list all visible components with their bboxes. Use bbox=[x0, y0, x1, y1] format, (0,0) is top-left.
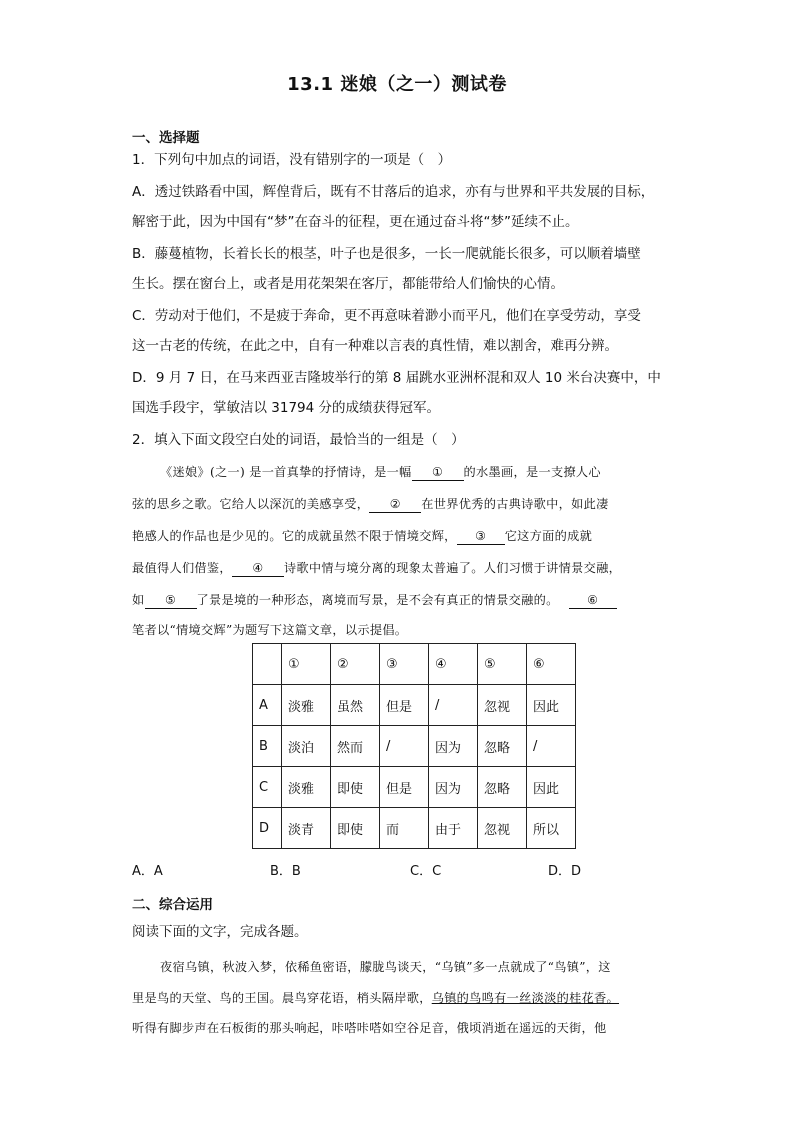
table-row-label: D bbox=[253, 808, 282, 849]
table-cell: ③ bbox=[380, 644, 429, 685]
table-cell: 所以 bbox=[527, 808, 576, 849]
table-cell: 因此 bbox=[527, 767, 576, 808]
q2-text: 它这方面的成就 bbox=[504, 529, 593, 543]
table-row-label bbox=[253, 644, 282, 685]
q2-text: 的水墨画，是一支撩人心 bbox=[463, 465, 601, 479]
q1-option-c-line1: C．劳动对于他们，不是疲于奔命，更不再意味着渺小而平凡，他们在享受劳动，享受 bbox=[132, 308, 641, 324]
table-cell: 淡青 bbox=[282, 808, 331, 849]
blank-3: ③ bbox=[457, 528, 505, 545]
q2-passage-line2 bbox=[132, 494, 672, 514]
blank-1: ① bbox=[412, 464, 464, 481]
table-cell: 即使 bbox=[331, 767, 380, 808]
blank-2: ② bbox=[369, 496, 421, 513]
q2-stem: 2．填入下面文段空白处的词语，最恰当的一组是（ ） bbox=[132, 432, 465, 448]
table-cell: 淡泊 bbox=[282, 726, 331, 767]
table-cell: ⑤ bbox=[478, 644, 527, 685]
table-cell: / bbox=[380, 726, 429, 767]
q1-option-d-line1: D．9 月 7 日，在马来西亚吉隆坡举行的第 8 届跳水亚洲杯混和双人 10 米台决赛中，中 bbox=[132, 370, 661, 386]
table-cell: 但是 bbox=[380, 767, 429, 808]
q2-text: 在世界优秀的古典诗歌中，如此凄 bbox=[421, 497, 609, 511]
section-heading-comprehensive: 二、综合运用 bbox=[132, 897, 213, 913]
q1-stem: 1．下列句中加点的词语，没有错别字的一项是（ ） bbox=[132, 152, 452, 168]
q2-passage-line1 bbox=[160, 462, 680, 482]
q1-option-d-line2: 国选手段宇，掌敏洁以 31794 分的成绩获得冠军。 bbox=[132, 400, 441, 416]
table-cell: 因此 bbox=[527, 685, 576, 726]
table-cell: / bbox=[429, 685, 478, 726]
table-cell: 忽略 bbox=[478, 767, 527, 808]
q1-option-a-line2: 解密于此，因为中国有“梦”在奋斗的征程，更在通过奋斗将“梦”延续不止。 bbox=[132, 214, 579, 230]
table-row bbox=[253, 767, 576, 808]
passage-text: 里是鸟的天堂、鸟的王国。晨鸟穿花语，梢头隔岸歌， bbox=[132, 991, 432, 1005]
passage-underlined-sentence: 乌镇的鸟鸣有一丝淡淡的桂花香。 bbox=[431, 991, 620, 1005]
q2-text: 诗歌中情与境分离的现象太普遍了。人们习惯于讲情景交融， bbox=[283, 561, 622, 575]
table-row-label: B bbox=[253, 726, 282, 767]
table-cell: 而 bbox=[380, 808, 429, 849]
q2-text: 艳感人的作品也是少见的。它的成就虽然不限于情境交辉， bbox=[132, 529, 457, 543]
table-cell: / bbox=[527, 726, 576, 767]
passage-line2 bbox=[132, 988, 672, 1008]
q2-passage-line5 bbox=[132, 590, 672, 610]
answer-a[interactable]: A．A bbox=[132, 864, 163, 879]
table-cell: 忽视 bbox=[478, 808, 527, 849]
blank-4: ④ bbox=[232, 560, 284, 577]
table-cell: 但是 bbox=[380, 685, 429, 726]
table-cell: 因为 bbox=[429, 726, 478, 767]
q2-text: 弦的思乡之歌。它给人以深沉的美感享受， bbox=[132, 497, 370, 511]
table-row-label: A bbox=[253, 685, 282, 726]
q2-passage-line3 bbox=[132, 526, 672, 546]
table-cell: 然而 bbox=[331, 726, 380, 767]
blank-6: ⑥ bbox=[569, 592, 617, 609]
reading-instruction: 阅读下面的文字，完成各题。 bbox=[132, 924, 308, 940]
table-row bbox=[253, 685, 576, 726]
table-cell: 忽略 bbox=[478, 726, 527, 767]
table-row bbox=[253, 808, 576, 849]
table-row-label: C bbox=[253, 767, 282, 808]
options-table bbox=[252, 643, 576, 849]
table-cell: 忽视 bbox=[478, 685, 527, 726]
q1-option-b-line1: B．藤蔓植物，长着长长的根茎，叶子也是很多，一长一爬就能长很多，可以顺着墙壁 bbox=[132, 246, 641, 262]
blank-5: ⑤ bbox=[145, 592, 197, 609]
q2-passage-line6: 笔者以“情境交辉”为题写下这篇文章，以示提倡。 bbox=[132, 623, 408, 637]
q2-text: 最值得人们借鉴， bbox=[132, 561, 232, 575]
table-cell: 虽然 bbox=[331, 685, 380, 726]
q2-text: 如 bbox=[132, 593, 145, 607]
page-title: 13.1 迷娘（之一）测试卷 bbox=[287, 74, 507, 95]
q2-text: 了景是境的一种形态，离境而写景，是不会有真正的情景交融的。 bbox=[196, 593, 559, 607]
q1-option-b-line2: 生长。摆在窗台上，或者是用花架架在客厅，都能带给人们愉快的心情。 bbox=[132, 276, 564, 292]
table-cell: 淡雅 bbox=[282, 767, 331, 808]
table-cell: ① bbox=[282, 644, 331, 685]
answer-d[interactable]: D．D bbox=[548, 864, 582, 879]
table-cell: 因为 bbox=[429, 767, 478, 808]
answer-c[interactable]: C．C bbox=[410, 864, 442, 879]
q2-text: 《迷娘》(之一) 是一首真挚的抒情诗，是一幅 bbox=[160, 465, 412, 479]
table-cell: 由于 bbox=[429, 808, 478, 849]
table-cell: 淡雅 bbox=[282, 685, 331, 726]
table-cell: 即使 bbox=[331, 808, 380, 849]
passage-line1: 夜宿乌镇，秋波入梦，依稀鱼密语，朦胧鸟谈天，“乌镇”多一点就成了“鸟镇”，这 bbox=[160, 960, 611, 974]
q1-option-c-line2: 这一古老的传统，在此之中，自有一种难以言表的真性情，难以割舍，难再分辨。 bbox=[132, 338, 618, 354]
table-header-row bbox=[253, 644, 576, 685]
q1-option-a-line1: A．透过铁路看中国，辉偟背后，既有不甘落后的追求，亦有与世界和平共发展的目标， bbox=[132, 184, 655, 200]
section-heading-choice: 一、选择题 bbox=[132, 130, 200, 146]
table-cell: ② bbox=[331, 644, 380, 685]
passage-line3: 听得有脚步声在石板街的那头响起，咔嗒咔嗒如空谷足音，俄顷消逝在遥远的天街，他 bbox=[132, 1021, 607, 1035]
table-cell: ⑥ bbox=[527, 644, 576, 685]
table-row bbox=[253, 726, 576, 767]
table-cell: ④ bbox=[429, 644, 478, 685]
answer-b[interactable]: B．B bbox=[270, 864, 301, 879]
q2-passage-line4 bbox=[132, 558, 672, 578]
